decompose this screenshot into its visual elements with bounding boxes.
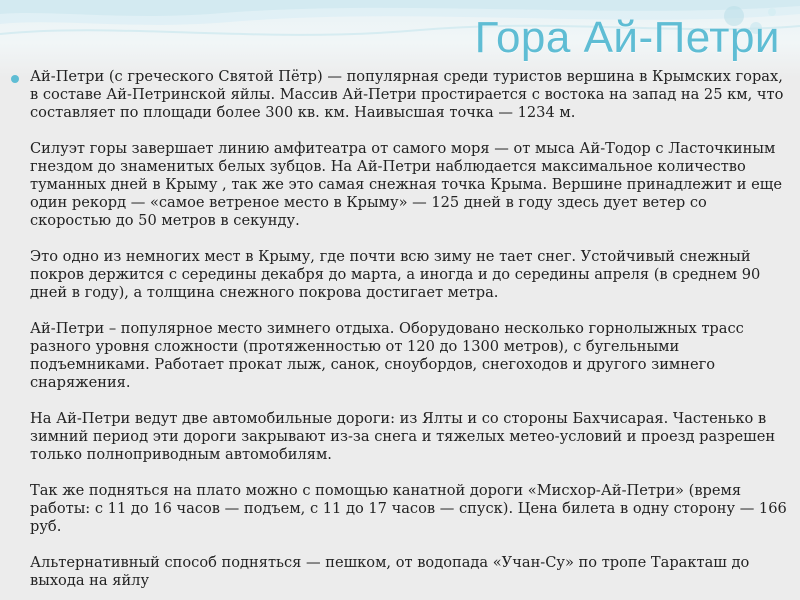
slide-title: Гора Ай-Петри [474,13,780,62]
paragraph-cable-car: Так же подняться на плато можно с помощью канатной дороги «Мисхор-Ай-Петри» (время работы: с 11 до 16 часов — подъем, с 11 до 17 часов — спуск). Цена билета в одну сторону — 166 руб. [30,482,787,535]
paragraph-overview: Ай-Петри (с греческого Святой Пётр) — популярная среди туристов вершина в Крымских горах, в составе Ай-Петринской яйлы. Массив Ай-Петри простирается с востока на запад на 25 км, что составляет по площади более 300 кв. км. Наивысшая точка — 1234 м. [30,68,784,121]
paragraph-hiking-route: Альтернативный способ подняться — пешком, от водопада «Учан-Су» по тропе Таракташ до выхода на яйлу [30,554,750,589]
paragraph-snow-cover: Это одно из немногих мест в Крыму, где почти всю зиму не тает снег. Устойчивый снежный покров держится с середины декабря до марта, а иногда и до середины апреля (в среднем 90 дней в году), а толщина снежного покрова достигает метра. [30,248,761,301]
paragraph-silhouette-records: Силуэт горы завершает линию амфитеатра от самого моря — от мыса Ай-Тодор с Ласточкиным гнездом до знаменитых белых зубцов. На Ай-Петри наблюдается максимальное количество туманных дней в Крыму , так же это самая снежная точка Крыма. Вершине принадлежит и еще один рекорд — «самое ветреное место в Крыму» — 125 дней в году здесь дует ветер со скоростью до 50 метров в секунду. [30,140,782,229]
slide-body [10,68,792,600]
circle-bullet-icon [10,74,20,84]
paragraph-winter-leisure: Ай-Петри – популярное место зимнего отдыха. Оборудовано несколько горнолыжных трасс разного уровня сложности (протяженностью от 120 до 1300 метров), с бугельными подъемниками. Работает прокат лыж, санок, сноубордов, снегоходов и другого зимнего снаряжения. [30,320,744,391]
paragraph-roads: На Ай-Петри ведут две автомобильные дороги: из Ялты и со стороны Бахчисарая. Частенько в зимний период эти дороги закрывают из-за снега и тяжелых метео-условий и проезд разрешен только полноприводным автомобилям. [30,410,776,463]
